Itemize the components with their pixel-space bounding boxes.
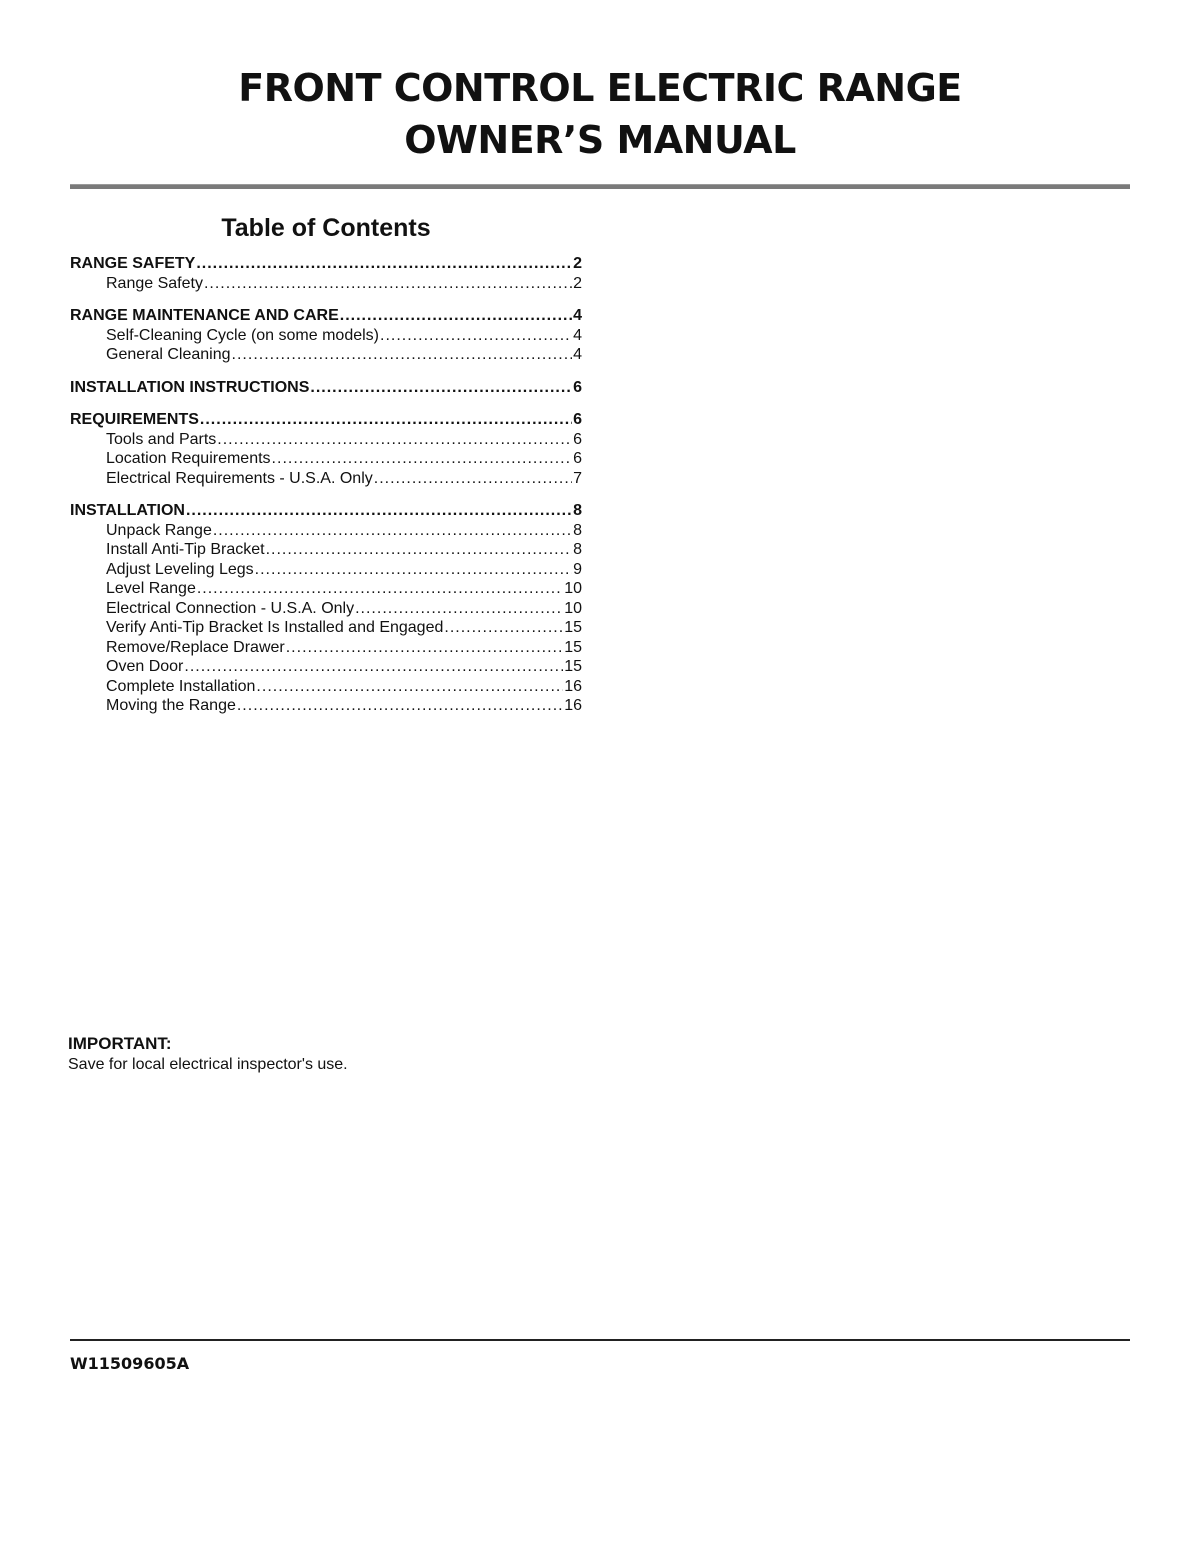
dot-leader — [186, 501, 572, 521]
toc-subentry[interactable] — [70, 326, 582, 346]
toc-entry-label: RANGE MAINTENANCE AND CARE — [70, 307, 339, 324]
toc-subentry[interactable] — [70, 430, 582, 450]
toc-section-requirements — [70, 410, 582, 488]
toc-subentry-page: 6 — [573, 430, 582, 448]
footer-divider — [70, 1339, 1130, 1341]
toc-entry-page: 4 — [573, 307, 582, 324]
toc-subentry-label: Install Anti-Tip Bracket — [106, 541, 265, 558]
toc-subentry-page: 4 — [573, 346, 582, 363]
toc-subentry[interactable] — [70, 274, 582, 294]
toc-subentry-page: 6 — [573, 450, 582, 467]
table-of-contents — [70, 254, 582, 729]
toc-entry-label: INSTALLATION INSTRUCTIONS — [70, 378, 310, 396]
dot-leader — [444, 618, 563, 638]
dot-leader — [380, 326, 572, 346]
dot-leader — [196, 254, 572, 274]
document-number: W11509605A — [70, 1354, 190, 1373]
toc-subentry-page: 15 — [564, 638, 582, 656]
toc-subentry-label: Verify Anti-Tip Bracket Is Installed and Engaged — [106, 619, 444, 636]
dot-leader — [256, 677, 563, 697]
toc-entry-page: 2 — [573, 255, 582, 272]
dot-leader — [286, 638, 563, 658]
toc-subentry-label: Complete Installation — [106, 677, 256, 695]
toc-entry[interactable] — [70, 410, 582, 430]
dot-leader — [355, 599, 563, 619]
toc-subentry-label: Electrical Connection - U.S.A. Only — [106, 599, 355, 617]
toc-subentry-label: Oven Door — [106, 658, 184, 675]
toc-subentry-page: 7 — [573, 469, 582, 487]
toc-subentry-page: 15 — [564, 658, 582, 675]
toc-subentry-page: 9 — [573, 560, 582, 578]
dot-leader — [237, 696, 563, 716]
toc-entry[interactable] — [70, 306, 582, 326]
toc-subentry-page: 8 — [573, 541, 582, 558]
toc-subentry[interactable] — [70, 677, 582, 697]
toc-section-installation — [70, 501, 582, 716]
toc-subentry-page: 8 — [573, 521, 582, 539]
dot-leader — [232, 345, 573, 365]
toc-subentry-label: Remove/Replace Drawer — [106, 638, 285, 656]
toc-subentry-page: 2 — [573, 274, 582, 292]
toc-subentry[interactable] — [70, 469, 582, 489]
toc-entry-page: 6 — [573, 411, 582, 428]
toc-subentry[interactable] — [70, 599, 582, 619]
toc-subentry-label: Unpack Range — [106, 521, 212, 539]
document-title — [0, 62, 1200, 166]
toc-subentry-page: 16 — [564, 697, 582, 714]
toc-subentry-label: Electrical Requirements - U.S.A. Only — [106, 469, 373, 487]
toc-entry-page: 6 — [573, 378, 582, 396]
dot-leader — [217, 430, 572, 450]
toc-subentry[interactable] — [70, 696, 582, 716]
title-divider — [70, 184, 1130, 189]
dot-leader — [374, 469, 572, 489]
dot-leader — [266, 540, 573, 560]
dot-leader — [197, 579, 563, 599]
dot-leader — [340, 306, 572, 326]
toc-entry-page: 8 — [573, 502, 582, 519]
toc-subentry-page: 10 — [564, 580, 582, 597]
toc-subentry-label: Moving the Range — [106, 697, 236, 714]
important-label: IMPORTANT: — [68, 1034, 172, 1053]
dot-leader — [272, 449, 573, 469]
important-text: Save for local electrical inspector's use. — [68, 1056, 348, 1073]
toc-subentry[interactable] — [70, 638, 582, 658]
dot-leader — [200, 410, 572, 430]
toc-subentry[interactable] — [70, 618, 582, 638]
toc-subentry[interactable] — [70, 521, 582, 541]
toc-entry-label: INSTALLATION — [70, 502, 185, 519]
title-line-2: OWNER’S MANUAL — [404, 118, 796, 162]
toc-subentry-label: Tools and Parts — [106, 430, 217, 448]
toc-section-range-safety — [70, 254, 582, 293]
toc-subentry-page: 4 — [573, 326, 582, 344]
toc-entry[interactable] — [70, 501, 582, 521]
toc-subentry[interactable] — [70, 449, 582, 469]
toc-subentry[interactable] — [70, 540, 582, 560]
toc-subentry[interactable] — [70, 579, 582, 599]
toc-subentry-page: 15 — [564, 619, 582, 636]
dot-leader — [213, 521, 572, 541]
toc-subentry-page: 16 — [564, 677, 582, 695]
toc-entry[interactable] — [70, 378, 582, 398]
dot-leader — [204, 274, 572, 294]
toc-entry-label: RANGE SAFETY — [70, 255, 196, 272]
toc-subentry[interactable] — [70, 657, 582, 677]
dot-leader — [184, 657, 563, 677]
dot-leader — [255, 560, 572, 580]
toc-subentry-label: Level Range — [106, 580, 196, 597]
toc-heading: Table of Contents — [221, 214, 431, 242]
title-line-1: FRONT CONTROL ELECTRIC RANGE — [238, 66, 962, 110]
toc-section-installation-instructions — [70, 378, 582, 398]
toc-section-maintenance — [70, 306, 582, 365]
toc-subentry[interactable] — [70, 345, 582, 365]
dot-leader — [310, 378, 572, 398]
toc-entry[interactable] — [70, 254, 582, 274]
toc-subentry-page: 10 — [564, 599, 582, 617]
toc-subentry-label: Adjust Leveling Legs — [106, 560, 254, 578]
toc-entry-label: REQUIREMENTS — [70, 411, 199, 428]
toc-subentry-label: Location Requirements — [106, 450, 271, 467]
toc-subentry-label: Range Safety — [106, 274, 203, 292]
toc-subentry-label: Self-Cleaning Cycle (on some models) — [106, 326, 379, 344]
toc-subentry[interactable] — [70, 560, 582, 580]
toc-subentry-label: General Cleaning — [106, 346, 231, 363]
